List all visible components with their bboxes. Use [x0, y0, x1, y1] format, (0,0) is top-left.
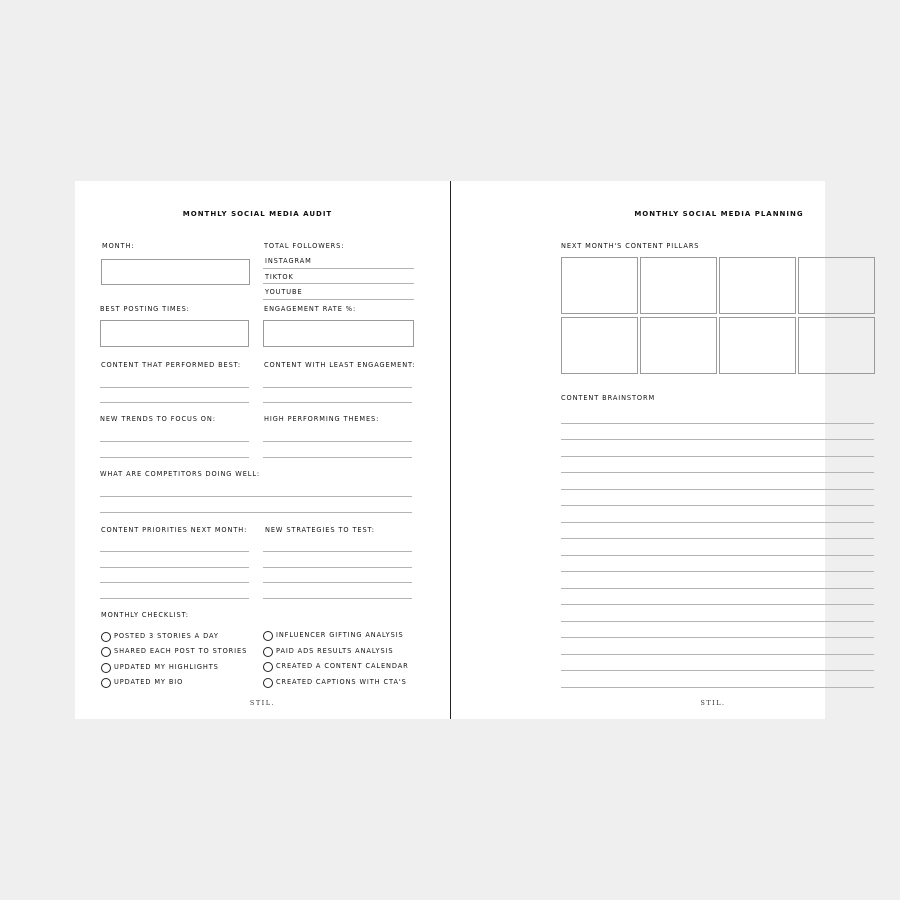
- brand-mark: STIL.: [700, 699, 726, 707]
- month-label: MONTH:: [102, 242, 135, 250]
- checklist-item: UPDATED MY BIO: [114, 678, 184, 686]
- youtube-line[interactable]: [263, 299, 414, 300]
- brainstorm-line[interactable]: [561, 439, 874, 440]
- checkbox-circle[interactable]: [101, 663, 111, 673]
- brainstorm-line[interactable]: [561, 538, 874, 539]
- content-brainstorm-label: CONTENT BRAINSTORM: [561, 394, 656, 402]
- tiktok-label: TIKTOK: [265, 273, 294, 281]
- pillar-box[interactable]: [798, 257, 875, 314]
- engagement-rate-label: ENGAGEMENT RATE %:: [264, 305, 357, 313]
- brainstorm-line[interactable]: [561, 456, 874, 457]
- pillar-box[interactable]: [719, 317, 796, 374]
- write-line[interactable]: [263, 441, 412, 442]
- brainstorm-line[interactable]: [561, 670, 874, 671]
- pillar-box[interactable]: [640, 257, 717, 314]
- write-line[interactable]: [100, 551, 249, 552]
- new-trends-label: NEW TRENDS TO FOCUS ON:: [100, 415, 216, 423]
- planning-title-text: MONTHLY SOCIAL MEDIA PLANNING: [634, 210, 804, 218]
- content-pillars-label: NEXT MONTH'S CONTENT PILLARS: [561, 242, 700, 250]
- checklist-item: POSTED 3 STORIES A DAY: [114, 632, 219, 640]
- brainstorm-line[interactable]: [561, 571, 874, 572]
- checklist-item: PAID ADS RESULTS ANALYSIS: [276, 647, 394, 655]
- write-line[interactable]: [263, 387, 412, 388]
- brainstorm-line[interactable]: [561, 489, 874, 490]
- checklist-item: INFLUENCER GIFTING ANALYSIS: [276, 631, 404, 639]
- brainstorm-line[interactable]: [561, 505, 874, 506]
- planner-spread: [75, 181, 825, 719]
- write-line[interactable]: [263, 402, 412, 403]
- pillar-box[interactable]: [561, 317, 638, 374]
- write-line[interactable]: [100, 567, 249, 568]
- best-posting-times-label: BEST POSTING TIMES:: [100, 305, 190, 313]
- new-strategies-label: NEW STRATEGIES TO TEST:: [265, 526, 375, 534]
- write-line[interactable]: [263, 551, 412, 552]
- brainstorm-line[interactable]: [561, 472, 874, 473]
- brainstorm-line[interactable]: [561, 522, 874, 523]
- pillar-box[interactable]: [561, 257, 638, 314]
- audit-title: MONTHLY SOCIAL MEDIA AUDIT: [182, 210, 333, 218]
- checklist-item: SHARED EACH POST TO STORIES: [114, 647, 248, 655]
- checkbox-circle[interactable]: [101, 647, 111, 657]
- engagement-rate-field[interactable]: [263, 320, 414, 347]
- write-line[interactable]: [100, 402, 249, 403]
- content-least-engagement-label: CONTENT WITH LEAST ENGAGEMENT:: [264, 361, 416, 369]
- month-field[interactable]: [101, 259, 250, 285]
- pillar-box[interactable]: [640, 317, 717, 374]
- checkbox-circle[interactable]: [263, 631, 273, 641]
- total-followers-label: TOTAL FOLLOWERS:: [264, 242, 345, 250]
- brand-mark: STIL.: [249, 699, 276, 707]
- checklist-item: UPDATED MY HIGHLIGHTS: [114, 663, 219, 671]
- instagram-line[interactable]: [263, 268, 414, 269]
- write-line[interactable]: [100, 387, 249, 388]
- checkbox-circle[interactable]: [101, 678, 111, 688]
- brainstorm-line[interactable]: [561, 423, 874, 424]
- checklist-item: CREATED CAPTIONS WITH CTA'S: [276, 678, 407, 686]
- brainstorm-line[interactable]: [561, 604, 874, 605]
- best-posting-times-field[interactable]: [100, 320, 249, 347]
- brainstorm-line[interactable]: [561, 637, 874, 638]
- checklist-label: MONTHLY CHECKLIST:: [101, 611, 189, 619]
- write-line[interactable]: [100, 441, 249, 442]
- write-line[interactable]: [100, 582, 249, 583]
- write-line[interactable]: [100, 598, 249, 599]
- checkbox-circle[interactable]: [101, 632, 111, 642]
- pillar-box[interactable]: [798, 317, 875, 374]
- instagram-label: INSTAGRAM: [265, 257, 312, 265]
- checklist-item: CREATED A CONTENT CALENDAR: [276, 662, 409, 670]
- write-line[interactable]: [100, 496, 412, 497]
- brainstorm-line[interactable]: [561, 555, 874, 556]
- write-line[interactable]: [263, 567, 412, 568]
- write-line[interactable]: [263, 582, 412, 583]
- planning-page: [451, 181, 825, 719]
- write-line[interactable]: [263, 457, 412, 458]
- checkbox-circle[interactable]: [263, 678, 273, 688]
- content-performed-best-label: CONTENT THAT PERFORMED BEST:: [101, 361, 242, 369]
- audit-page: [75, 181, 450, 719]
- youtube-label: YOUTUBE: [265, 288, 303, 296]
- write-line[interactable]: [100, 457, 249, 458]
- checkbox-circle[interactable]: [263, 662, 273, 672]
- brainstorm-line[interactable]: [561, 621, 874, 622]
- brainstorm-line[interactable]: [561, 687, 874, 688]
- brainstorm-line[interactable]: [561, 654, 874, 655]
- high-performing-themes-label: HIGH PERFORMING THEMES:: [264, 415, 380, 423]
- brainstorm-line[interactable]: [561, 588, 874, 589]
- pillar-box[interactable]: [719, 257, 796, 314]
- content-priorities-label: CONTENT PRIORITIES NEXT MONTH:: [101, 526, 248, 534]
- checkbox-circle[interactable]: [263, 647, 273, 657]
- write-line[interactable]: [100, 512, 412, 513]
- write-line[interactable]: [263, 598, 412, 599]
- tiktok-line[interactable]: [263, 283, 414, 284]
- competitors-label: WHAT ARE COMPETITORS DOING WELL:: [100, 470, 261, 478]
